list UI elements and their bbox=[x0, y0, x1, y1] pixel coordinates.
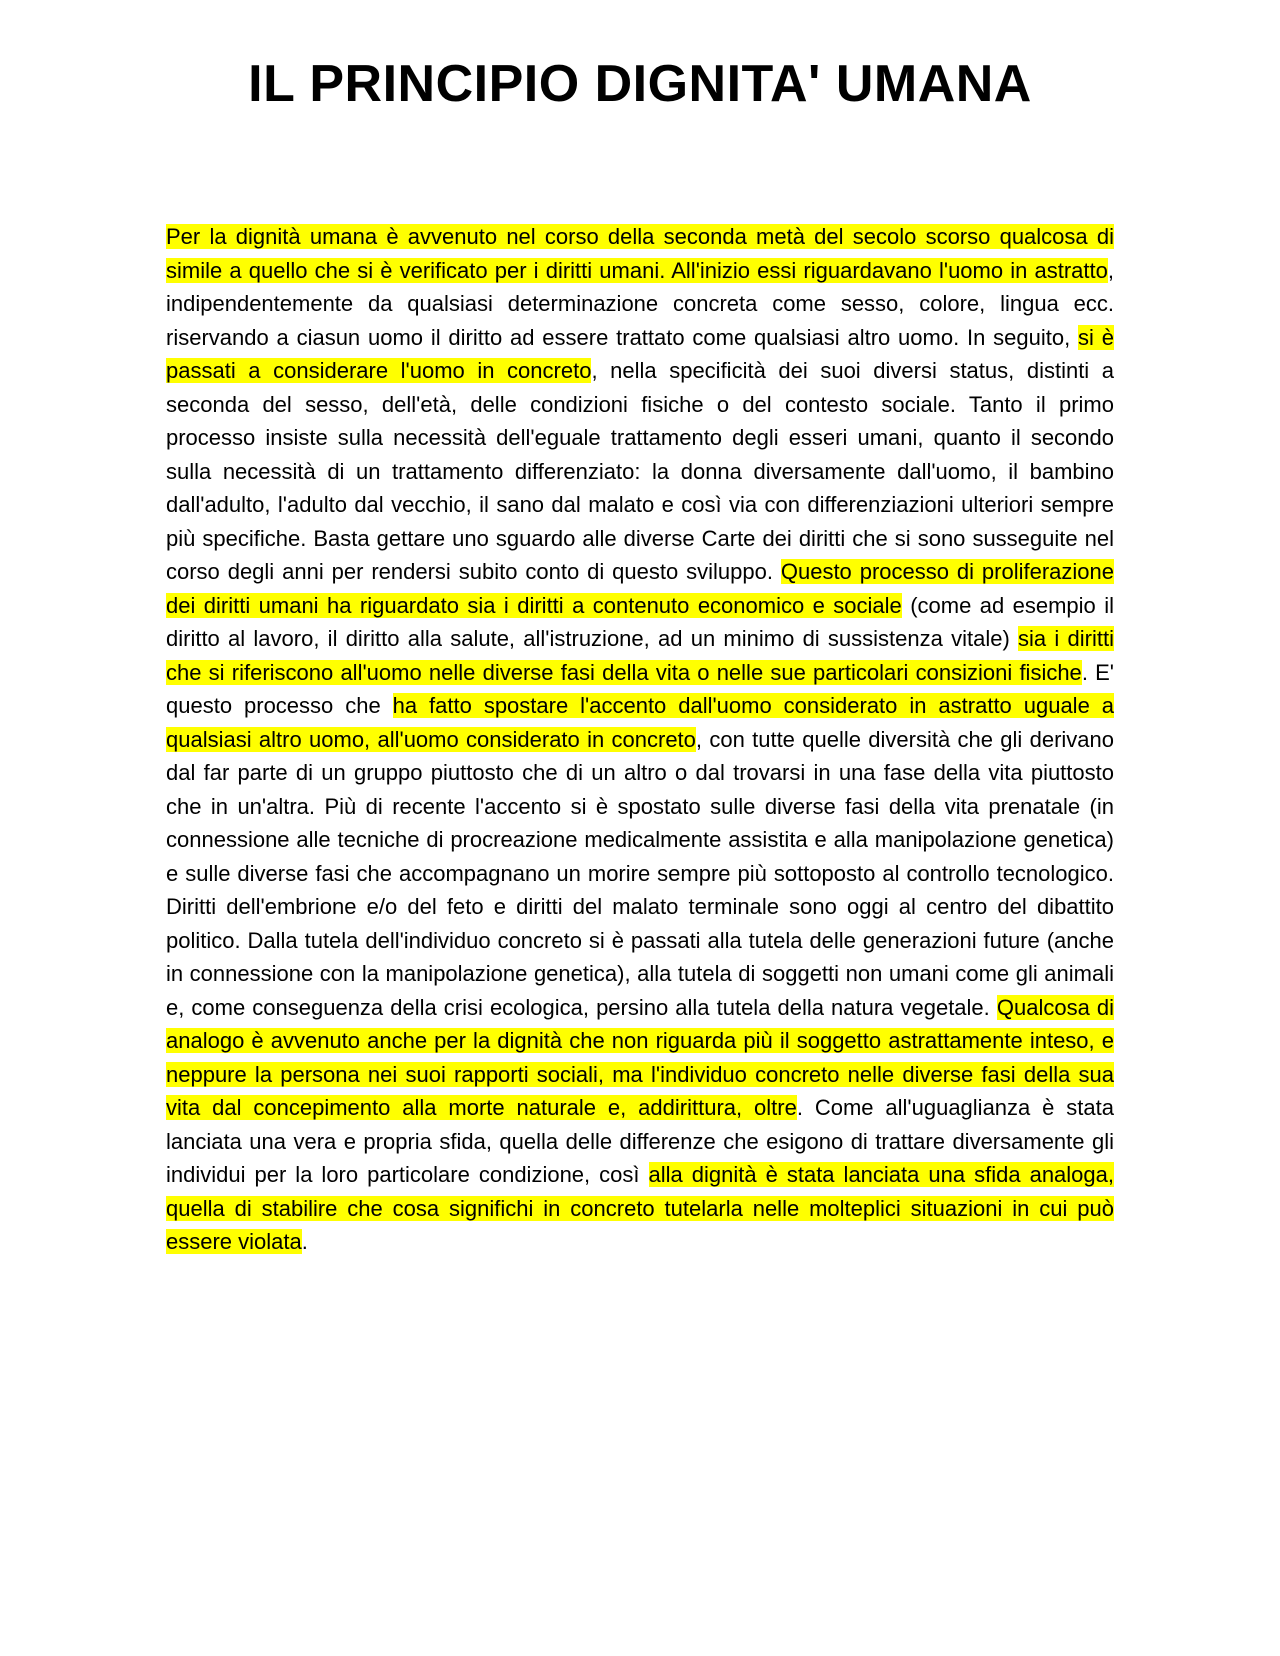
document-title: IL PRINCIPIO DIGNITA' UMANA bbox=[248, 55, 1032, 113]
text-segment: (come ad esempio il diritto al lavoro, il diritto alla salute, all'istruzione, ad un minimo di sussistenza vitale) bbox=[166, 592, 1114, 651]
text-segment: , nella specificità dei suoi diversi status, distinti a seconda del sesso, dell'età, delle condizioni fisiche o del contesto sociale. Tanto il primo processo insiste sulla necessità dell'eguale trattamento degli esseri umani, quanto il secondo sulla necessità di un trattamento differenziato: la donna diversamente dall'uomo, il bambino dall'adulto, l'adulto dal vecchio, il sano dal malato e così via con differenziazioni ulteriori sempre più specifiche. Basta gettare uno sguardo alle diverse Carte dei diritti che si sono susseguite nel corso degli anni per rendersi subito conto di questo sviluppo. bbox=[166, 358, 1115, 584]
text-segment: . Come all'uguaglianza è stata lanciata una vera e propria sfida, quella delle differenze che esigono di trattare diversamente gli individui per la loro particolare condizione, così bbox=[166, 1095, 1114, 1187]
text-segment-highlighted: alla dignità è stata lanciata una sfida analoga, quella di stabilire che cosa significhi in concreto tutelarla nelle molteplici situazioni in cui può essere violata bbox=[166, 1162, 1114, 1254]
text-segment-highlighted: si è passati a considerare l'uomo in concreto bbox=[166, 324, 1114, 383]
text-segment: . E' questo processo che bbox=[166, 659, 1115, 718]
text-segment-highlighted: Qualcosa di analogo è avvenuto anche per la dignità che non riguarda più il soggetto astrattamente inteso, e neppure la persona nei suoi rapporti sociali, ma l'individuo concreto nelle diverse fasi della sua vita dal concepimento alla morte naturale e, addirittura, oltre bbox=[166, 994, 1114, 1120]
text-segment-highlighted: Questo processo di proliferazione dei diritti umani ha riguardato sia i diritti a contenuto economico e sociale bbox=[166, 559, 1115, 618]
text-segment-highlighted: sia i diritti che si riferiscono all'uomo nelle diverse fasi della vita o nelle sue particolari consizioni fisiche bbox=[166, 626, 1114, 685]
body-paragraph bbox=[166, 220, 1114, 1259]
text-segment-highlighted: Per la dignità umana è avvenuto nel corso della seconda metà del secolo scorso qualcosa di simile a quello che si è verificato per i diritti umani. All'inizio essi riguardavano l'uomo in astratto bbox=[166, 224, 1114, 283]
text-segment-highlighted: ha fatto spostare l'accento dall'uomo considerato in astratto uguale a qualsiasi altro uomo, all'uomo considerato in concreto bbox=[166, 693, 1114, 752]
text-segment: , con tutte quelle diversità che gli derivano dal far parte di un gruppo piuttosto che di un altro o dal trovarsi in una fase della vita piuttosto che in un'altra. Più di recente l'accento si è spostato sulle diverse fasi della vita prenatale (in connessione alle tecniche di procreazione medicalmente assistita e alla manipolazione genetica) e sulle diverse fasi che accompagnano un morire sempre più sottoposto al controllo tecnologico. Diritti dell'embrione e/o del feto e diritti del malato terminale sono oggi al centro del dibattito politico. Dalla tutela dell'individuo concreto si è passati alla tutela delle generazioni future (anche in connessione con la manipolazione genetica), alla tutela di soggetti non umani come gli animali e, come conseguenza della crisi ecologica, persino alla tutela della natura vegetale. bbox=[166, 726, 1114, 1020]
text-segment: , indipendentemente da qualsiasi determinazione concreta come sesso, colore, lingua ecc. riservando a ciasun uomo il diritto ad essere trattato come qualsiasi altro uomo. In seguito, bbox=[166, 257, 1114, 350]
text-segment: . bbox=[301, 1229, 308, 1254]
